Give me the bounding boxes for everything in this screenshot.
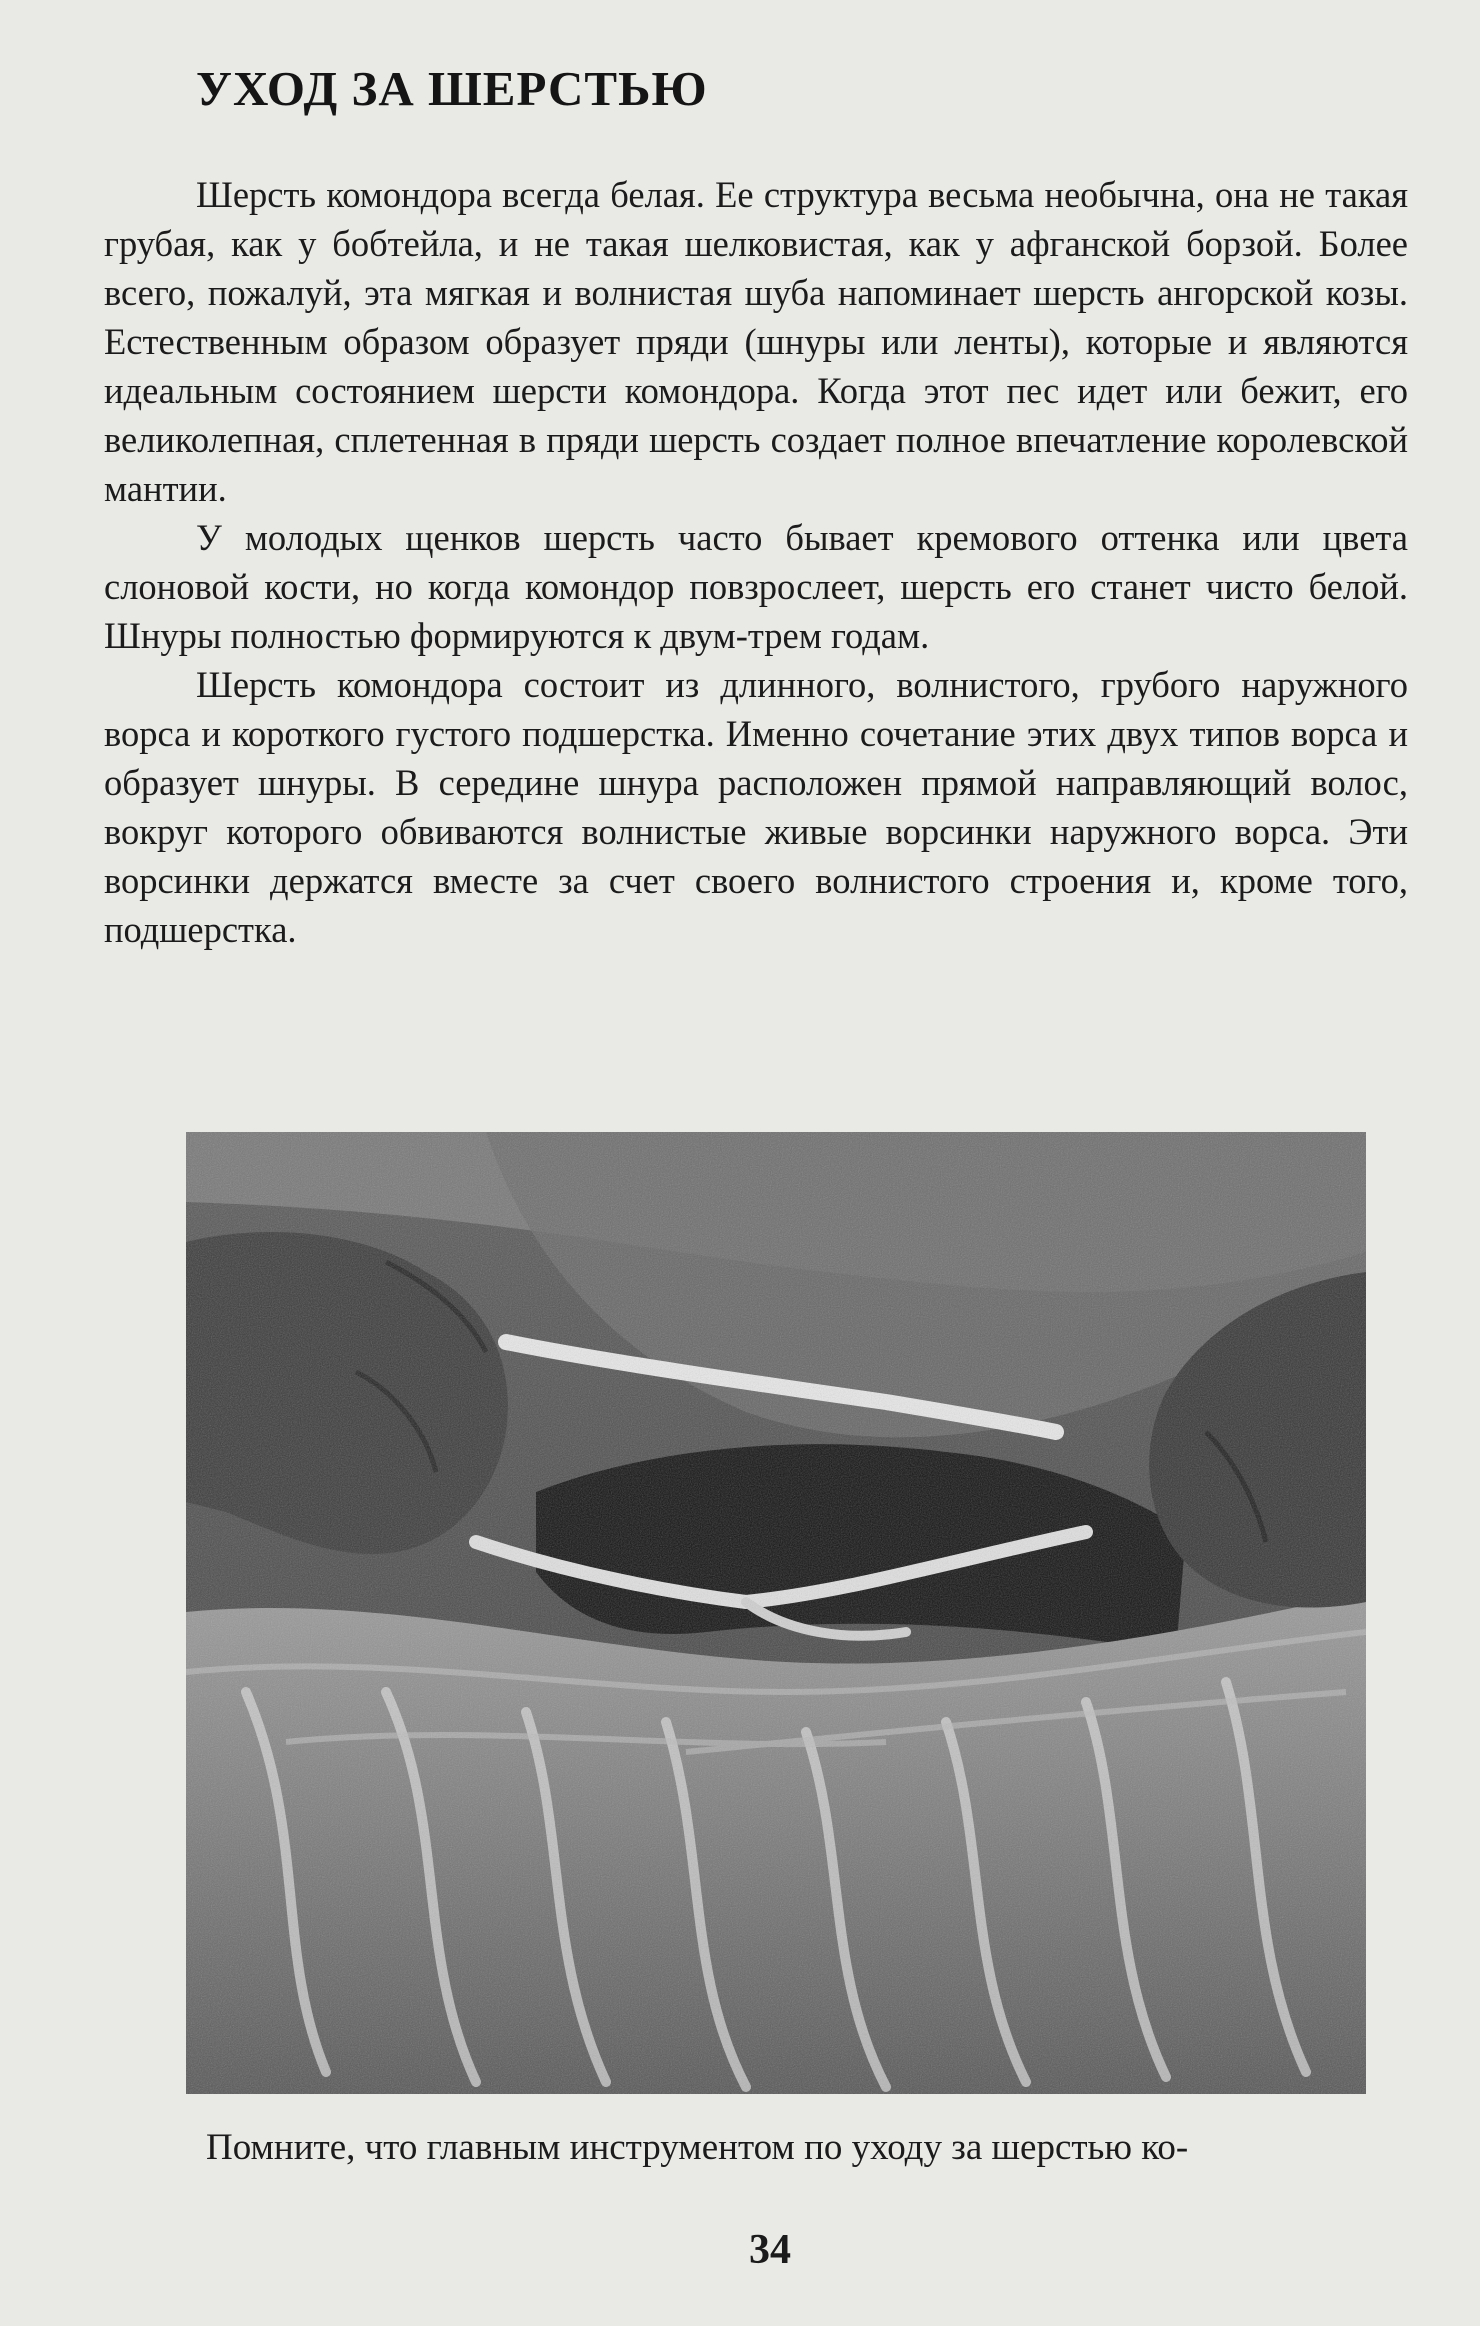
continuation-text: Помните, что главным инструментом по уходу за шерстью ко- bbox=[206, 2127, 1189, 2168]
paragraph-2: У молодых щенков шерсть часто бывает кремового оттенка или цвета слоновой кости, но когда комондор повзрослеет, шерсть его станет чисто белой. Шнуры полностью формируются к двум-трем годам. bbox=[104, 517, 1408, 656]
photo-illustration bbox=[186, 1132, 1366, 2094]
page-number: 34 bbox=[749, 2227, 791, 2273]
section-heading: УХОД ЗА ШЕРСТЬЮ bbox=[196, 61, 708, 116]
paragraph-1: Шерсть комондора всегда белая. Ее структура весьма необычна, она не такая грубая, как у бобтейла, и не такая шелковистая, как у афганской борзой. Более всего, пожалуй, эта мягкая и волнистая шуба напоминает шерсть ангорской козы. Естественным образом образует пряди (шнуры или ленты), которые и являются идеальным состоянием шерсти комондора. Когда этот пес идет или бежит, его великолепная, сплетенная в пряди шерсть создает полное впечатление королевской мантии. bbox=[104, 174, 1408, 509]
photo-hands-separating-cords bbox=[186, 1132, 1366, 2094]
body-text bbox=[104, 170, 1408, 954]
paragraph-3: Шерсть комондора состоит из длинного, волнистого, грубого наружного ворса и короткого густого подшерстка. Именно сочетание этих двух типов ворса и образует шнуры. В середине шнура расположен прямой направляющий волос, вокруг которого обвиваются волнистые живые ворсинки наружного ворса. Эти ворсинки держатся вместе за счет своего волнистого строения и, кроме того, подшерстка. bbox=[104, 664, 1408, 950]
